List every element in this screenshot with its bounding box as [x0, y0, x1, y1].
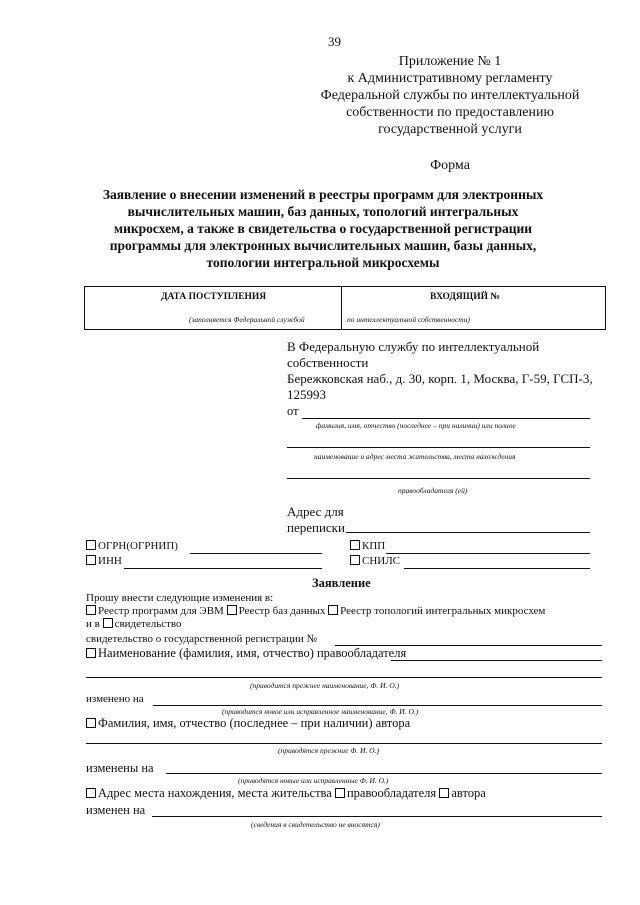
snils-label: СНИЛС [362, 555, 401, 567]
ogrn-line[interactable] [190, 553, 322, 554]
address-holder-label: правообладателя [346, 786, 437, 800]
author-name-row [86, 716, 410, 731]
holder-name-checkbox[interactable] [86, 648, 96, 658]
kpp-field [350, 540, 385, 552]
appendix-line: Федеральной службы по интеллектуальной [320, 88, 580, 103]
from-label: от [287, 404, 299, 418]
and-in-label: и в [86, 618, 100, 630]
certificate-option-label: свидетельство [114, 618, 182, 630]
addressee-line: Бережковская наб., д. 30, корп. 1, Москва, Г-59, ГСП-3, [287, 371, 593, 386]
new-fio-caption: (приводятся новые или исправленные Ф. И. О.) [238, 776, 389, 785]
address-row [86, 786, 486, 801]
registry-topologies-checkbox[interactable] [328, 605, 338, 615]
applicant-caption-1: фамилия, имя, отчество (последнее – при наличии) или полное [316, 421, 516, 430]
title-line: микросхем, а также в свидетельства о государственной регистрации [113, 221, 533, 236]
holder-name-line-1[interactable] [391, 660, 602, 661]
prev-name-caption: (приводится прежнее наименование, Ф. И. О.) [250, 681, 400, 690]
ogrn-checkbox[interactable] [86, 540, 96, 550]
holder-name-label: Наименование (фамилия, имя, отчество) правообладателя [98, 646, 407, 660]
applicant-line-3[interactable] [287, 478, 590, 479]
author-name-checkbox[interactable] [86, 718, 96, 728]
applicant-caption-2: наименование и адрес места жительства, места нахождения [314, 452, 516, 461]
registry-options [86, 605, 545, 617]
inn-checkbox[interactable] [86, 555, 96, 565]
kpp-checkbox[interactable] [350, 540, 360, 550]
ogrn-label: ОГРН(ОГРНИП) [98, 540, 178, 552]
registry-programs-checkbox[interactable] [86, 605, 96, 615]
registration-table [84, 286, 606, 330]
incoming-number-header: ВХОДЯЩИЙ № [430, 292, 500, 302]
appendix-line: государственной услуги [378, 122, 522, 137]
certificate-number-label: свидетельство о государственной регистрации № [86, 633, 317, 645]
inn-line[interactable] [124, 568, 322, 569]
changed-to-line[interactable] [153, 705, 602, 706]
applicant-line-1[interactable] [302, 418, 590, 419]
address-label: Адрес места нахождения, места жительства [98, 786, 332, 800]
author-name-line[interactable] [86, 743, 602, 744]
mail-address-label [287, 504, 345, 536]
appendix-header [300, 53, 600, 138]
addressee-line: собственности [287, 355, 369, 370]
applicant-line-2[interactable] [287, 447, 590, 448]
title-line: Заявление о внесении изменений в реестры программ для электронных [102, 187, 544, 202]
changed-to-plural-label: изменены на [86, 761, 154, 775]
inn-label: ИНН [98, 555, 122, 567]
changed-to-plural-line[interactable] [166, 773, 602, 774]
appendix-line: собственности по предоставлению [346, 105, 554, 120]
application-heading: Заявление [312, 576, 371, 590]
holder-name-line-2[interactable] [86, 677, 602, 678]
table-divider [341, 287, 342, 329]
registry-programs-label: Реестр программ для ЭВМ [98, 605, 224, 617]
kpp-label: КПП [362, 540, 386, 552]
table-note-left: (заполняется Федеральной службой [189, 315, 305, 324]
address-checkbox[interactable] [86, 788, 96, 798]
changed-to-2-line[interactable] [152, 816, 602, 817]
appendix-line: к Административному регламенту [347, 71, 553, 86]
address-holder-checkbox[interactable] [335, 788, 345, 798]
application-intro: Прошу внести следующие изменения в: [86, 592, 274, 604]
certificate-option-row [86, 618, 182, 630]
addressee-line: 125993 [287, 387, 326, 402]
registry-topologies-label: Реестр топологий интегральных микросхем [340, 605, 546, 617]
snils-line[interactable] [404, 568, 590, 569]
title-line: топологии интегральной микросхемы [206, 255, 440, 270]
applicant-caption-3: правообладателя (ей) [398, 486, 468, 495]
addressee-line: В Федеральную службу по интеллектуальной [287, 339, 540, 354]
inn-field [86, 555, 122, 567]
form-label: Форма [430, 158, 470, 173]
changed-to-label: изменено на [86, 693, 144, 705]
title-line: вычислительных машин, баз данных, топологий интегральных [127, 204, 519, 219]
document-title [88, 186, 558, 271]
registry-databases-label: Реестр баз данных [238, 605, 326, 617]
ogrn-field [86, 540, 178, 552]
title-line: программы для электронных вычислительных машин, базы данных, [109, 238, 537, 253]
prev-fio-caption: (приводятся прежние Ф. И. О.) [278, 746, 379, 755]
appendix-line: Приложение № 1 [398, 54, 502, 69]
snils-checkbox[interactable] [350, 555, 360, 565]
holder-name-row [86, 646, 406, 661]
table-note-right: по интеллектуальной собственности) [347, 315, 470, 324]
snils-field [350, 555, 400, 567]
date-received-header: ДАТА ПОСТУПЛЕНИЯ [161, 292, 267, 302]
page-number: 39 [328, 34, 341, 49]
changed-to-2-label: изменен на [86, 803, 146, 817]
not-in-cert-caption: (сведения в свидетельство не вносятся) [251, 820, 380, 829]
author-name-label: Фамилия, имя, отчество (последнее – при наличии) автора [98, 716, 411, 730]
mail-address-label-line: переписки [287, 520, 345, 535]
new-name-caption: (приводится новое или исправленное наименование, Ф. И. О.) [222, 707, 419, 716]
addressee-block [287, 339, 593, 403]
registry-databases-checkbox[interactable] [227, 605, 237, 615]
address-author-label: автора [451, 786, 486, 800]
mail-address-label-line: Адрес для [287, 504, 344, 519]
mail-address-line[interactable] [346, 532, 590, 533]
certificate-checkbox[interactable] [103, 618, 113, 628]
kpp-line[interactable] [386, 553, 590, 554]
address-author-checkbox[interactable] [439, 788, 449, 798]
